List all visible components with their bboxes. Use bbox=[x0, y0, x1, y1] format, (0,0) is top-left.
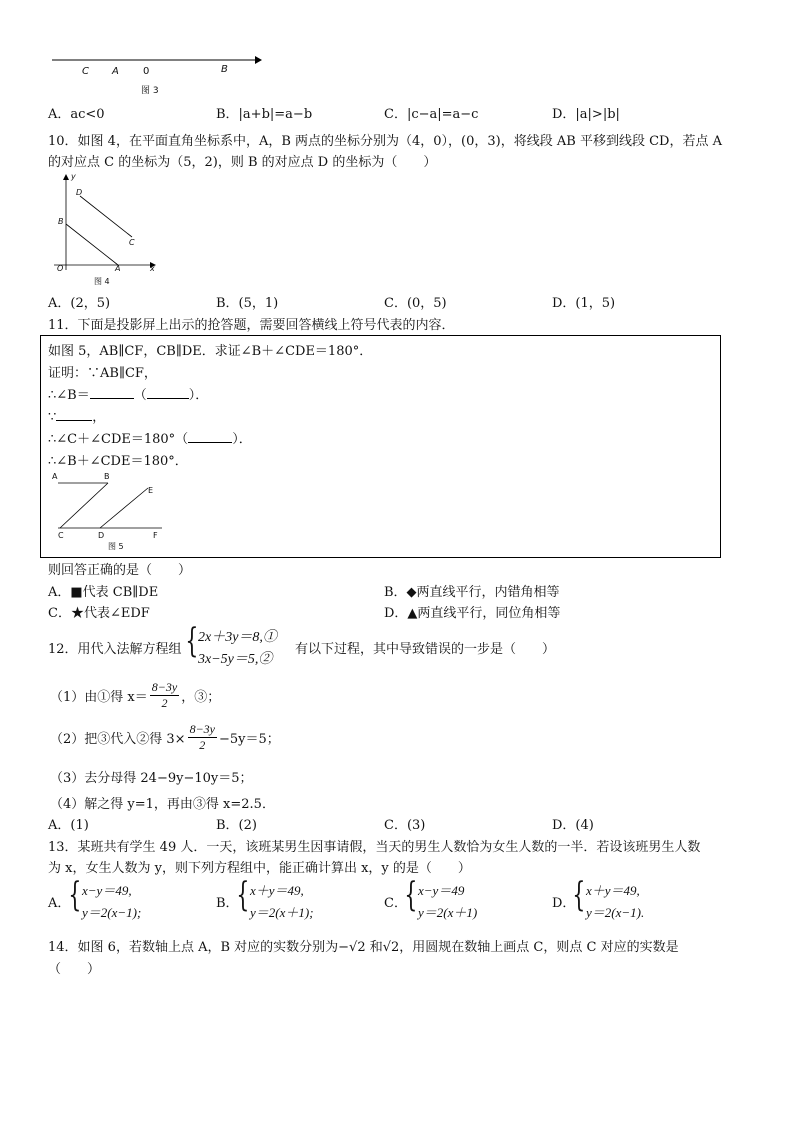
q13-option-d-label: D． bbox=[552, 896, 576, 911]
q13-stem-line1: 13．某班共有学生 49 人．一天，该班某男生因事请假，当天的男生人数恰为女生人数的一半．若设该班男生人数 bbox=[48, 840, 701, 855]
q12-stem-a: 12．用代入法解方程组 bbox=[48, 642, 182, 657]
fig5-label-d: D bbox=[98, 531, 105, 540]
q11-line3-prefix: ∴∠B＝ bbox=[48, 388, 90, 403]
fig4-label-a: A bbox=[115, 264, 121, 273]
q11-line5-suffix: ）． bbox=[232, 432, 252, 447]
q12-step1-numerator: 8−3y bbox=[151, 680, 178, 694]
fig4-label-c: C bbox=[129, 238, 135, 247]
q12-step-2 bbox=[50, 722, 280, 753]
q14-stem-line1: 14．如图 6，若数轴上点 A，B 对应的实数分别为−√2 和√2，用圆规在数轴上画点 C，则点 C 对应的实数是 bbox=[48, 940, 679, 955]
fig3-label-0: 0 bbox=[143, 66, 150, 77]
q12-step1-fraction bbox=[150, 680, 179, 711]
q11-box-line2: 证明：∵AB∥CF， bbox=[48, 366, 157, 381]
fig3-label-b: B bbox=[221, 64, 228, 75]
q9-option-b[interactable]: B．|a+b|=a−b bbox=[216, 107, 313, 122]
q10-stem-line1: 10．如图 4，在平面直角坐标系中，A，B 两点的坐标分别为（4，0），(0，3)，将线段 AB 平移到线段 CD，若点 A bbox=[48, 134, 722, 149]
blank-star[interactable] bbox=[56, 408, 92, 421]
q11-option-c[interactable]: C．★代表∠EDF bbox=[48, 606, 150, 621]
q11-tail: 则回答正确的是（ ） bbox=[48, 563, 192, 578]
q12-option-a[interactable]: A．(1) bbox=[48, 818, 89, 833]
q12-step1-prefix: （1）由①得 x＝ bbox=[50, 690, 148, 705]
q13-option-b-eq1: x＋y＝49, bbox=[250, 883, 304, 898]
q9-option-c[interactable]: C．|c−a|=a−c bbox=[384, 107, 479, 122]
q12-step1-suffix: ，③； bbox=[181, 690, 221, 705]
q13-option-c-label: C． bbox=[384, 896, 407, 911]
q11-stem: 11．下面是投影屏上出示的抢答题，需要回答横线上符号代表的内容． bbox=[48, 318, 455, 333]
q12-step-4: （4）解之得 y=1，再由③得 x=2.5． bbox=[50, 797, 275, 812]
q10-option-d[interactable]: D．(1，5) bbox=[552, 296, 616, 311]
q10-stem-line2: 的对应点 C 的坐标为（5，2)，则 B 的对应点 D 的坐标为（ ） bbox=[48, 155, 437, 170]
fig5-label-b: B bbox=[104, 472, 110, 481]
q12-system-brace: { bbox=[185, 621, 199, 661]
q13-option-c-brace: { bbox=[404, 875, 418, 915]
q12-step-3: （3）去分母得 24−9y−10y＝5； bbox=[50, 771, 253, 786]
q11-option-d[interactable]: D．▲两直线平行，同位角相等 bbox=[384, 606, 561, 621]
q13-option-d-eq2: y＝2(x−1). bbox=[586, 905, 645, 920]
q9-option-d[interactable]: D．|a|>|b| bbox=[552, 107, 620, 122]
q10-option-b[interactable]: B．(5，1) bbox=[216, 296, 279, 311]
blank-square[interactable] bbox=[90, 386, 134, 399]
fig4-caption: 图 4 bbox=[94, 277, 110, 286]
figure-4-coordinate-plane bbox=[50, 172, 165, 277]
q11-line3-paren-open: （ bbox=[133, 388, 147, 403]
fig4-label-d: D bbox=[76, 188, 83, 197]
q9-option-a[interactable]: A．ac<0 bbox=[48, 107, 105, 122]
fig5-label-e: E bbox=[148, 486, 154, 495]
q11-option-a[interactable]: A．■代表 CB∥DE bbox=[48, 585, 159, 600]
q11-box-line5 bbox=[48, 428, 252, 447]
q13-option-a-brace: { bbox=[68, 875, 82, 915]
q11-line5-prefix: ∴∠C＋∠CDE＝180°（ bbox=[48, 432, 189, 447]
q11-line4-because: ∵ bbox=[48, 410, 57, 425]
fig3-caption: 图 3 bbox=[141, 86, 159, 96]
q11-box-line1: 如图 5，AB∥CF，CB∥DE．求证∠B＋∠CDE＝180°． bbox=[48, 344, 373, 359]
q11-option-b[interactable]: B．◆两直线平行，内错角相等 bbox=[384, 585, 560, 600]
q13-option-d-brace: { bbox=[572, 875, 586, 915]
q14-stem-line2: （ ） bbox=[48, 962, 101, 977]
q12-step-1 bbox=[50, 680, 220, 711]
q12-step2-suffix: −5y＝5； bbox=[219, 732, 280, 747]
q11-line4-comma: ， bbox=[92, 410, 106, 425]
fig3-label-c: C bbox=[82, 66, 89, 77]
q12-equation-2: 3x−5y＝5,② bbox=[198, 652, 273, 667]
q10-option-c[interactable]: C．(0，5) bbox=[384, 296, 447, 311]
q11-box-line6: ∴∠B＋∠CDE＝180°． bbox=[48, 454, 188, 469]
q13-stem-line2: 为 x，女生人数为 y，则下列方程组中，能正确计算出 x，y 的是（ ） bbox=[48, 861, 471, 876]
fig4-label-b: B bbox=[58, 217, 64, 226]
q12-option-c[interactable]: C．(3) bbox=[384, 818, 426, 833]
fig3-label-a: A bbox=[112, 66, 119, 77]
q13-option-a-eq2: y＝2(x−1); bbox=[82, 905, 142, 920]
q12-step2-prefix: （2）把③代入②得 3× bbox=[50, 732, 186, 747]
q12-step2-denominator: 2 bbox=[199, 738, 206, 752]
q12-stem-b: 有以下过程，其中导致错误的一步是（ ） bbox=[295, 642, 556, 657]
q13-option-b-brace: { bbox=[236, 875, 250, 915]
q12-option-b[interactable]: B．(2) bbox=[216, 818, 257, 833]
q11-box-line3 bbox=[48, 384, 208, 403]
fig4-label-x: x bbox=[150, 264, 155, 273]
fig5-label-a: A bbox=[52, 472, 58, 481]
q10-option-a[interactable]: A．(2，5) bbox=[48, 296, 111, 311]
fig4-label-o: O bbox=[57, 264, 64, 273]
fig5-caption: 图 5 bbox=[108, 542, 124, 551]
q12-option-d[interactable]: D．(4) bbox=[552, 818, 594, 833]
q13-option-a-label: A． bbox=[48, 896, 71, 911]
q11-box-line4 bbox=[48, 406, 105, 425]
q13-option-c-eq2: y＝2(x＋1) bbox=[418, 905, 478, 920]
q12-step2-fraction bbox=[188, 722, 217, 753]
q11-line3-paren-close: ）． bbox=[188, 388, 209, 403]
blank-triangle[interactable] bbox=[188, 430, 232, 443]
q13-option-c-eq1: x−y＝49 bbox=[418, 883, 465, 898]
q13-option-b-eq2: y＝2(x＋1); bbox=[250, 905, 314, 920]
blank-diamond[interactable] bbox=[147, 386, 189, 399]
fig5-label-f: F bbox=[153, 531, 158, 540]
q12-step2-numerator: 8−3y bbox=[189, 722, 216, 736]
fig4-label-y: y bbox=[71, 172, 76, 181]
q13-option-a-eq1: x−y＝49, bbox=[82, 883, 132, 898]
q12-step1-denominator: 2 bbox=[161, 696, 168, 710]
q13-option-d-eq1: x＋y＝49, bbox=[586, 883, 640, 898]
q13-option-b-label: B． bbox=[216, 896, 239, 911]
q12-equation-1: 2x＋3y＝8,① bbox=[198, 630, 277, 645]
fig5-label-c: C bbox=[58, 531, 64, 540]
